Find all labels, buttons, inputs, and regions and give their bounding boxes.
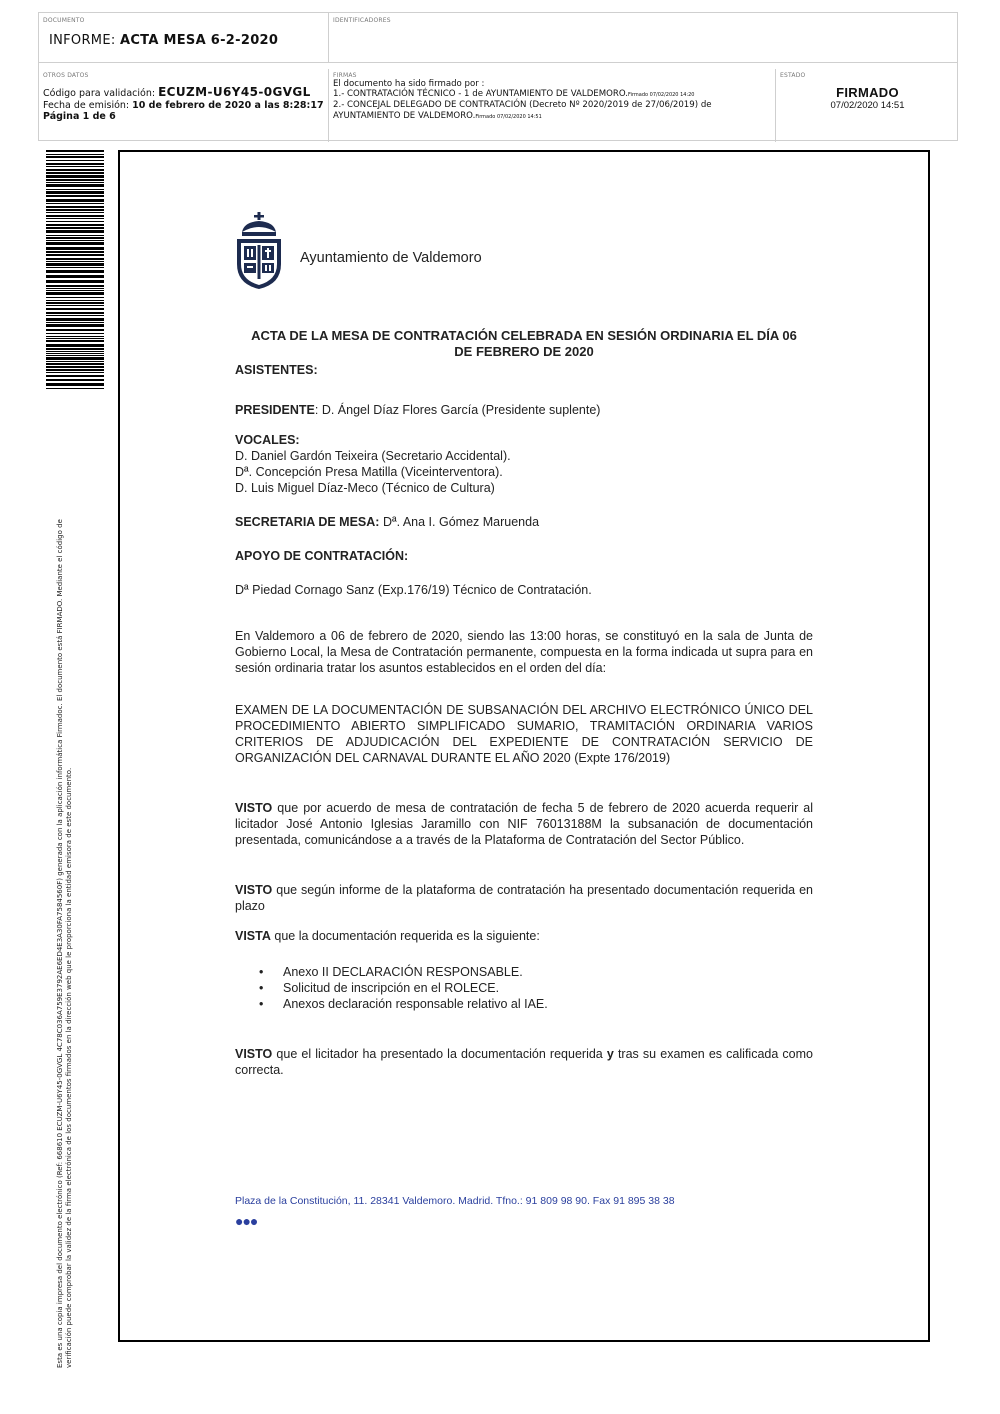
codigo-validacion [43, 87, 324, 100]
identificadores-cell [329, 13, 959, 63]
barcode-bar [46, 285, 104, 287]
firma-2-text: AYUNTAMIENTO DE VALDEMORO. [333, 110, 476, 121]
firma-1-date: Firmado 07/02/2020 14:20 [628, 92, 695, 99]
barcode-bar [46, 163, 104, 165]
barcode-bar [46, 292, 104, 295]
intro-paragraph: En Valdemoro a 06 de febrero de 2020, siendo las 13:00 horas, se constituyó en la sala de Junta de Gobierno Local, la Mesa de Contratación permanente, compuesta en la forma indicada ut supra para en sesión ordinaria tratar los asuntos establecidos en el orden del día: [235, 629, 813, 675]
visto-3-text-b: tras su examen es calificada como correcta. [235, 1047, 813, 1077]
vista-label: VISTA [235, 929, 271, 943]
firma-1 [333, 89, 771, 100]
barcode-bar [46, 199, 104, 202]
list-item: • Anexos declaración responsable relativo al IAE. [259, 996, 813, 1012]
barcode-bar [46, 379, 104, 381]
list-item: • Anexo II DECLARACIÓN RESPONSABLE. [259, 964, 813, 980]
barcode-bar [46, 172, 104, 174]
barcode-bar [46, 270, 104, 273]
documento-value [43, 33, 324, 48]
documentation-list [259, 964, 813, 1012]
barcode-bar [46, 348, 104, 350]
barcode-bar [46, 363, 104, 365]
barcode-bar [46, 189, 104, 190]
barcode-bar [46, 315, 104, 316]
barcode-bar [46, 224, 104, 226]
barcode-bar [46, 150, 104, 152]
fecha-label: Fecha de emisión: [43, 99, 133, 111]
barcode-bar [46, 372, 104, 373]
barcode-bar [46, 247, 104, 250]
barcode-bar [46, 215, 104, 217]
barcode-bar [46, 329, 104, 331]
side-verification-text [56, 428, 74, 1368]
barcode-bar [46, 235, 104, 236]
presidente-value: : D. Ángel Díaz Flores García (Presidente suplente) [314, 403, 601, 417]
asistentes-heading: ASISTENTES: [235, 363, 318, 377]
barcode-bar [46, 297, 104, 298]
barcode-bar [46, 288, 104, 289]
barcode-bar [46, 179, 104, 181]
barcode-bar [46, 369, 104, 371]
visto-2-label: VISTO [235, 883, 273, 897]
barcode-bar [46, 182, 104, 183]
barcode-bar [46, 318, 104, 321]
scanned-page [118, 150, 930, 1342]
barcode-bar [46, 160, 104, 161]
vista-text: que la documentación requerida es la siguiente: [270, 929, 540, 943]
firma-2-date: Firmado 07/02/2020 14:51 [475, 113, 542, 120]
identificadores-label: IDENTIFICADORES [333, 17, 391, 24]
apoyo-value: Dª Piedad Cornago Sanz (Exp.176/19) Técnico de Contratación. [235, 583, 592, 597]
barcode-bar [46, 203, 104, 204]
barcode-bar [46, 353, 104, 354]
apoyo-heading: APOYO DE CONTRATACIÓN: [235, 549, 409, 563]
barcode-bar [46, 263, 104, 266]
barcode-bar [46, 324, 104, 327]
header-row-bottom [39, 69, 957, 142]
barcode-bar [46, 261, 104, 262]
firmas-label: FIRMAS [333, 72, 357, 79]
document-title [235, 328, 813, 360]
barcode-bar [46, 191, 104, 194]
barcode-bar [46, 154, 104, 155]
barcode-bar [46, 338, 104, 339]
barcode-bar [46, 237, 104, 239]
visto-1-text: que por acuerdo de mesa de contratación de fecha 5 de febrero de 2020 acuerda requerir al licitador José Antonio Iglesias Jaramillo con NIF 76013188M la subsanación de documentación presentada, comunicándose a a través de la Plataforma de Contratación del Sector Público. [235, 801, 813, 847]
presidente-line [235, 402, 813, 418]
barcode-bar [46, 166, 104, 167]
title-line-1: ACTA DE LA MESA DE CONTRATACIÓN CELEBRADA EN SESIÓN ORDINARIA EL DÍA 06 [251, 328, 797, 343]
barcode-icon [46, 150, 104, 392]
header-row-top [39, 13, 957, 63]
barcode-bar [46, 383, 104, 386]
barcode-bar [46, 175, 104, 178]
visto-3-text-a: que el licitador ha presentado la documentación requerida [272, 1047, 607, 1061]
barcode-bar [46, 230, 104, 233]
fecha-value: 10 de febrero de 2020 a las 8:28:17 [132, 99, 324, 111]
barcode-bar [46, 300, 104, 301]
visto-paragraph-3 [235, 1046, 813, 1078]
barcode-bar [46, 305, 104, 306]
visto-paragraph-1 [235, 800, 813, 848]
list-item: • Solicitud de inscripción en el ROLECE. [259, 980, 813, 996]
barcode-bar [46, 227, 104, 229]
barcode-bar [46, 322, 104, 323]
barcode-bar [46, 242, 104, 245]
documento-name: ACTA MESA 6-2-2020 [119, 33, 279, 48]
barcode-bar [46, 240, 104, 241]
barcode-bar [46, 195, 104, 197]
barcode-bar [46, 280, 104, 283]
otros-datos-cell [39, 69, 329, 142]
firma-2-line-b [333, 111, 771, 122]
vocal-item: D. Luis Miguel Díaz-Meco (Técnico de Cultura) [235, 481, 495, 495]
otros-datos-label: OTROS DATOS [43, 72, 89, 79]
page-counter: Página 1 de 6 [43, 111, 116, 122]
secretaria-value: Dª. Ana I. Gómez Maruenda [382, 515, 540, 529]
barcode-bar [46, 156, 104, 158]
page-footer-address: Plaza de la Constitución, 11. 28341 Valdemoro. Madrid. Tfno.: 91 809 98 90. Fax 91 895 38 38 [235, 1195, 675, 1207]
firma-2-line-a: 2.- CONCEJAL DELEGADO DE CONTRATACIÓN (Decreto Nº 2020/2019 de 27/06/2019) de [333, 100, 712, 111]
barcode-bar [46, 308, 104, 310]
barcode-bar [46, 206, 104, 208]
organization-name: Ayuntamiento de Valdemoro [300, 250, 482, 266]
barcode-bar [46, 351, 104, 352]
title-line-2: DE FEBRERO DE 2020 [454, 344, 594, 359]
barcode-bar [46, 209, 104, 211]
barcode-bar [46, 388, 104, 389]
vocales-heading: VOCALES: [235, 433, 300, 447]
barcode-bar [46, 344, 104, 347]
visto-1-label: VISTO [235, 801, 273, 815]
barcode-bar [46, 267, 104, 268]
barcode-bar [46, 357, 104, 360]
documento-cell [39, 13, 329, 63]
barcode-bar [46, 251, 104, 253]
barcode-bar [46, 340, 104, 342]
examen-paragraph: EXAMEN DE LA DOCUMENTACIÓN DE SUBSANACIÓN DEL ARCHIVO ELECTRÓNICO ÚNICO DEL PROCEDIMIENTO ABIERTO SIMPLIFICADO SUMARIO, TRAMITACIÓN ORDINARIA VARIOS CRITERIOS DE ADJUDICACIÓN DEL EXPEDIENTE DE CONTRATACIÓN SERVICIO DE ORGANIZACIÓN DEL CARNAVAL DURANTE EL AÑO 2020 (Expte 176/2019) [235, 703, 813, 765]
barcode-bar [46, 212, 104, 213]
signature-header-table [38, 12, 958, 141]
documento-prefix: INFORME: [49, 33, 120, 48]
barcode-bar [46, 218, 104, 219]
vista-paragraph [235, 928, 813, 944]
footer-dots-icon: ●●● [235, 1213, 258, 1229]
barcode-bar [46, 355, 104, 356]
firmas-intro: El documento ha sido firmado por : [333, 79, 485, 89]
barcode-bar [46, 312, 104, 314]
visto-3-y: y [606, 1047, 614, 1061]
barcode-bar [46, 290, 104, 291]
barcode-bar [46, 258, 104, 260]
visto-paragraph-2 [235, 882, 813, 914]
side-text-line-2: verificación puede comprobar la validez de la firma electrónica de los documentos firmados en la dirección web que le proporciona la entidad emisora de este documento. [65, 767, 73, 1368]
barcode-bar [46, 333, 104, 334]
barcode-bar [46, 221, 104, 222]
visto-3-label: VISTO [235, 1047, 273, 1061]
coat-of-arms-icon [234, 212, 284, 290]
barcode-bar [46, 302, 104, 304]
vocal-item: D. Daniel Gardón Teixeira (Secretario Accidental). [235, 449, 511, 463]
estado-cell [776, 69, 959, 142]
visto-2-text: que según informe de la plataforma de contratación ha presentado documentación requerida en plazo [235, 883, 813, 913]
estado-date: 07/02/2020 14:51 [830, 100, 905, 111]
barcode-bar [46, 336, 104, 337]
presidente-label: PRESIDENTE [235, 403, 315, 417]
barcode-bar [46, 366, 104, 368]
barcode-bar [46, 184, 104, 187]
firmas-cell [329, 69, 776, 142]
barcode-bar [46, 254, 104, 256]
estado-label: ESTADO [780, 72, 806, 79]
vocal-item: Dª. Concepción Presa Matilla (Viceinterventora). [235, 465, 503, 479]
codigo-label: Código para validación: [43, 88, 159, 99]
document-body [235, 328, 813, 1078]
barcode-bar [46, 275, 104, 278]
barcode-bar [46, 361, 104, 362]
secretaria-line [235, 514, 813, 530]
firma-1-text: 1.- CONTRATACIÓN TÉCNICO - 1 de AYUNTAMIENTO DE VALDEMORO. [333, 89, 629, 100]
barcode-bar [46, 375, 104, 377]
estado-value: FIRMADO [836, 85, 899, 100]
side-text-line-1: Esta es una copia impresa del documento electrónico (Ref: 668610 ECUZM-U6Y45-0GVGL 4C78C036A759E3792AE6ED4E3A30FA7584560F) generada con la aplicación informática Firmadoc. El documento está FIRMADO. Mediante el código de [56, 519, 64, 1368]
fecha-emision [43, 100, 324, 112]
codigo-value[interactable]: ECUZM-U6Y45-0GVGL [158, 85, 311, 99]
documento-label: DOCUMENTO [43, 17, 85, 24]
secretaria-label: SECRETARIA DE MESA: [235, 515, 383, 529]
barcode-bar [46, 169, 104, 171]
